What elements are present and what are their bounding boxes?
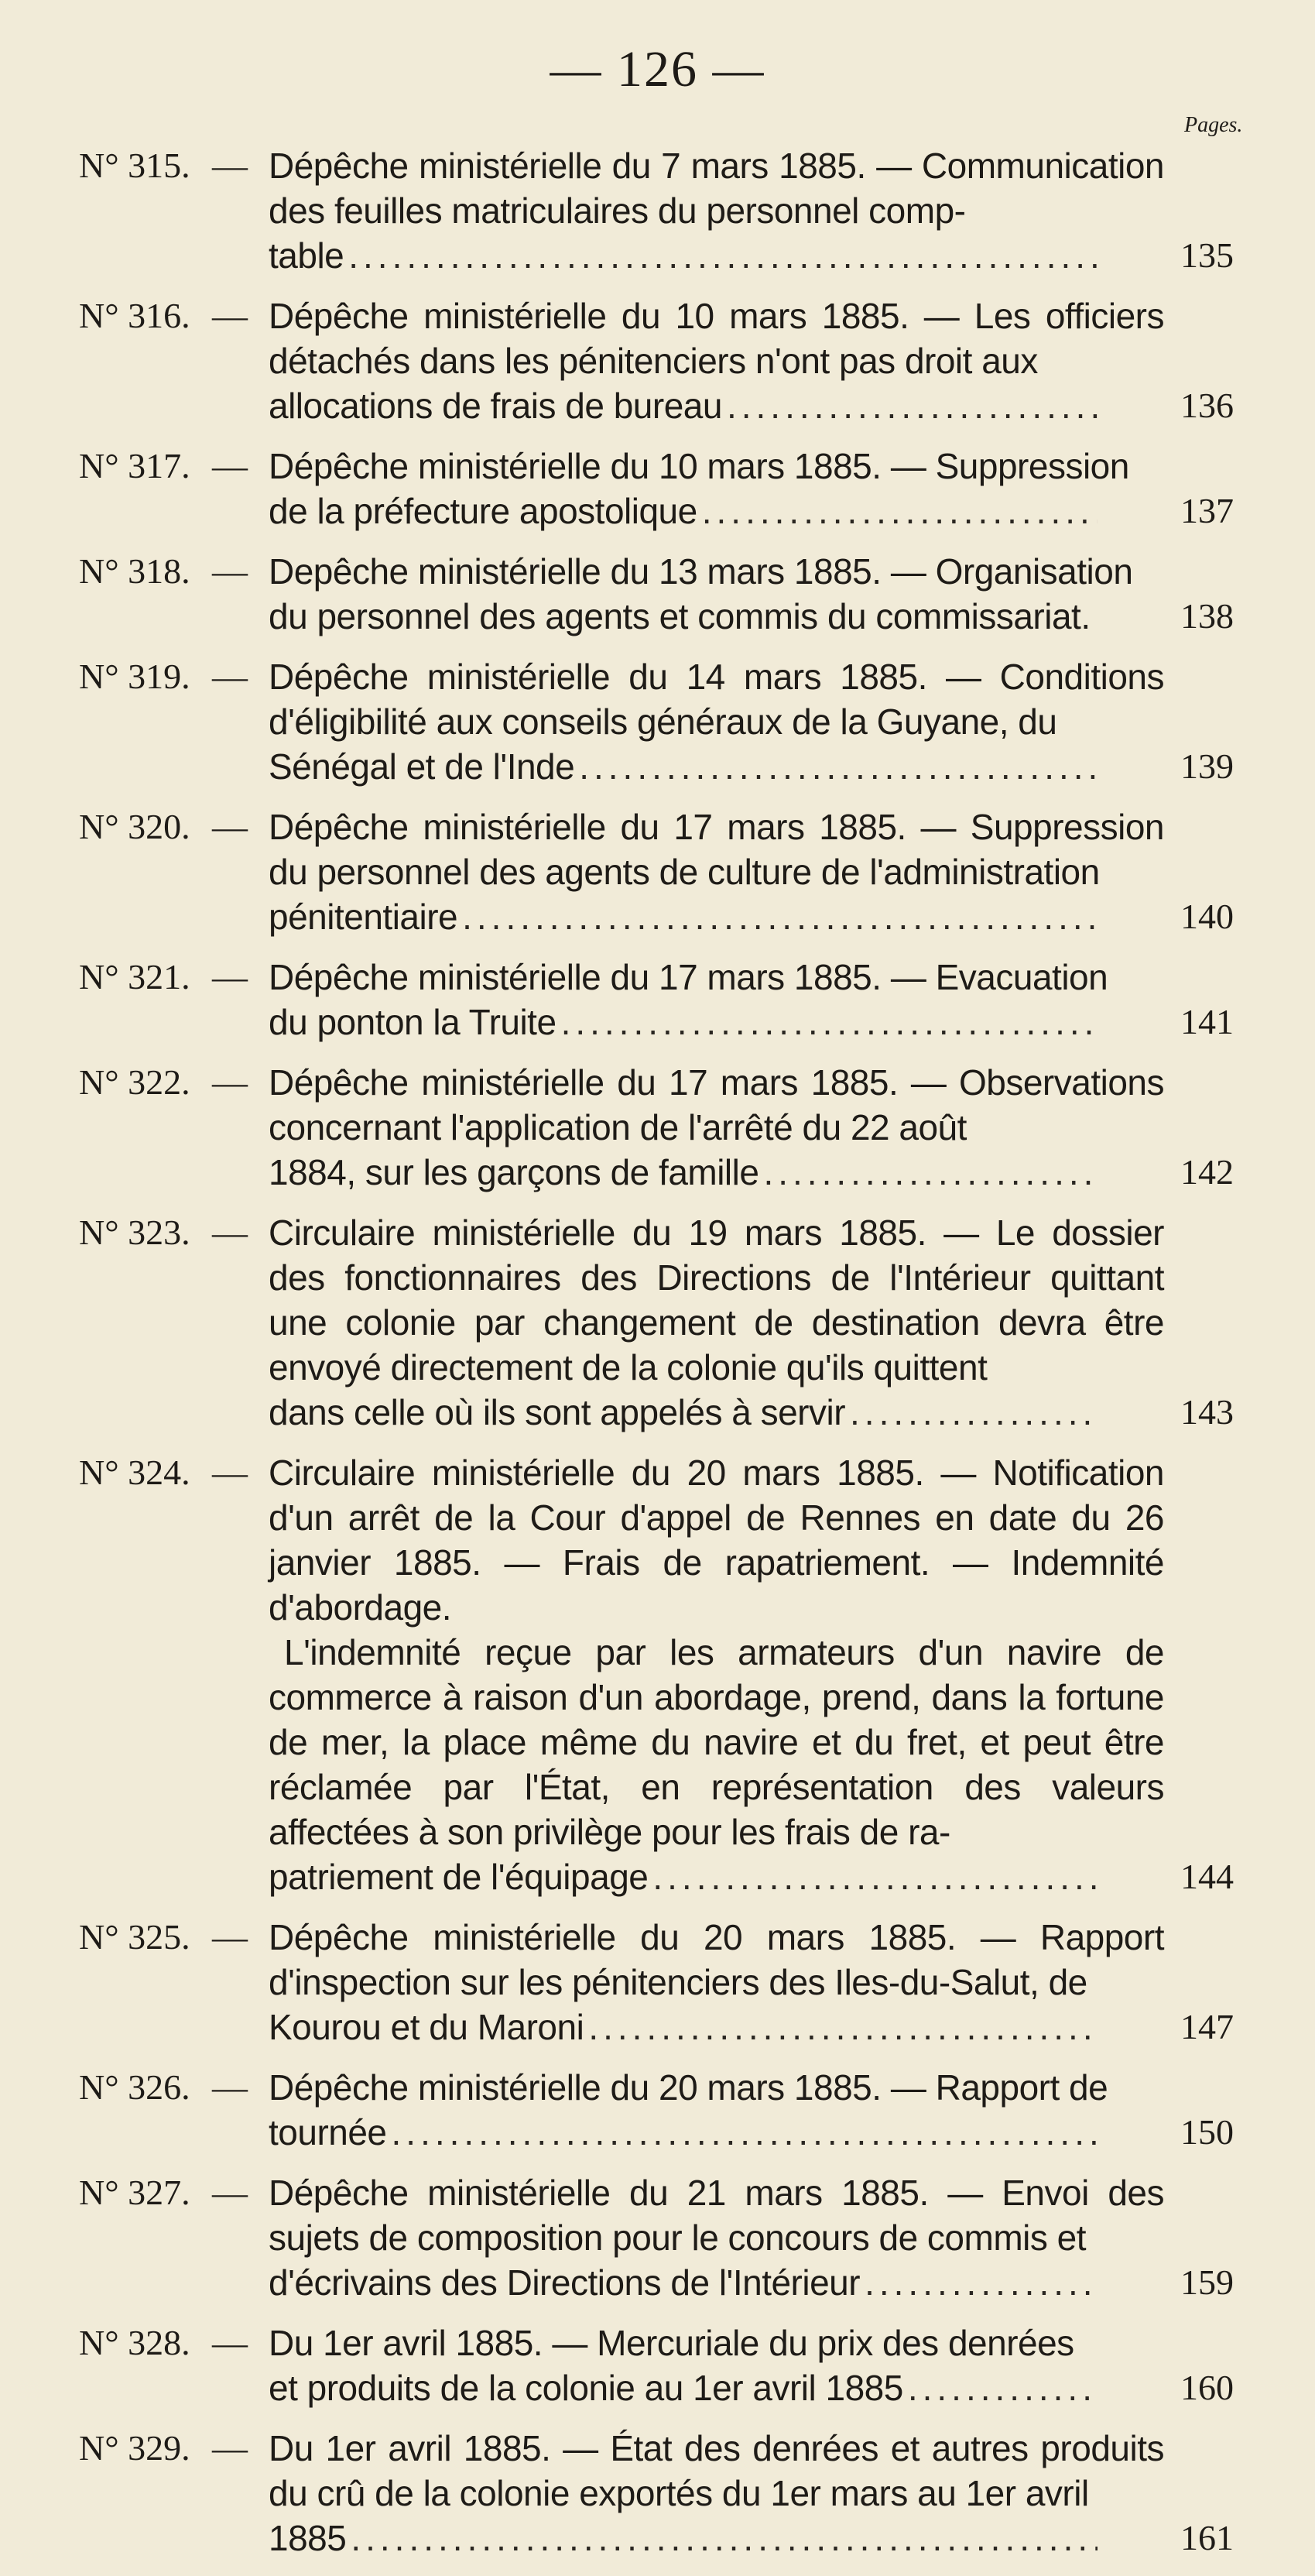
entry-page-number: 138 xyxy=(1180,596,1234,636)
entry-summary: L'indemnité reçue par les armateurs d'un navire de commerce à raison d'un abordage, prend, dans la fortune de mer, la place même du navire et du fret, et peut être réclamée par l'État, en représentation des valeurs affectées à son privilège pour les frais de ra- xyxy=(269,1632,1164,1852)
entry-page-number: 147 xyxy=(1180,2007,1234,2046)
entry-number: N° 317. xyxy=(79,446,190,485)
entry-last-line xyxy=(269,1390,1164,1435)
dot-leader xyxy=(1095,594,1098,639)
toc-entry xyxy=(79,293,1234,428)
page-number: — 126 — xyxy=(550,41,765,98)
entry-text: Dépêche ministérielle du 20 mars 1885. — Rapport d'inspection sur les pénitenciers des Iles-du-Salut, de xyxy=(269,1917,1164,2002)
entry-page-number: 135 xyxy=(1180,235,1234,275)
dot-leader xyxy=(579,744,1098,789)
entry-text: Dépêche ministérielle du 10 mars 1885. — Les officiers détachés dans les pénitenciers n'ont pas droit aux xyxy=(269,296,1164,381)
table-of-contents xyxy=(79,143,1234,2576)
entry-last-line xyxy=(269,489,1164,533)
toc-entry xyxy=(79,444,1234,533)
entry-last-line xyxy=(269,2260,1164,2305)
entry-page-number: 159 xyxy=(1180,2262,1234,2302)
toc-entry xyxy=(79,2065,1234,2155)
entry-page-number: 137 xyxy=(1180,491,1234,530)
dot-leader xyxy=(462,894,1098,939)
entry-last-text: tournée xyxy=(269,2112,387,2152)
toc-entry xyxy=(79,2426,1234,2561)
entry-dash: — xyxy=(212,2323,248,2362)
dot-leader xyxy=(865,2260,1098,2305)
entry-page-number: 136 xyxy=(1180,386,1234,425)
entry-dash: — xyxy=(212,1917,248,1957)
entry-page-number: 150 xyxy=(1180,2112,1234,2152)
entry-dash: — xyxy=(212,657,248,696)
toc-entry xyxy=(79,1060,1234,1195)
entry-dash: — xyxy=(212,1453,248,1492)
toc-entry xyxy=(79,549,1234,639)
toc-entry xyxy=(79,654,1234,789)
entry-dash: — xyxy=(212,1062,248,1102)
entry-page-number: 139 xyxy=(1180,746,1234,786)
entry-dash: — xyxy=(212,551,248,591)
entry-number: N° 319. xyxy=(79,657,190,696)
entry-last-line xyxy=(269,233,1164,278)
entry-text: Dépêche ministérielle du 21 mars 1885. — Envoi des sujets de composition pour le concours de commis et xyxy=(269,2173,1164,2258)
entry-last-text: 1884, sur les garçons de famille xyxy=(269,1152,759,1192)
entry-number: N° 315. xyxy=(79,146,190,185)
entry-last-text: table xyxy=(269,235,344,276)
entry-last-text: patriement de l'équipage xyxy=(269,1857,649,1897)
dot-leader xyxy=(392,2110,1098,2155)
dot-leader xyxy=(561,1000,1098,1044)
entry-dash: — xyxy=(212,2067,248,2107)
entry-text: Du 1er avril 1885. — Mercuriale du prix des denrées xyxy=(269,2323,1074,2363)
entry-text: Dépêche ministérielle du 17 mars 1885. — Observations concernant l'application de l'arrêté du 22 août xyxy=(269,1062,1164,1147)
entry-last-line xyxy=(269,2110,1164,2155)
entry-last-text: de la préfecture apostolique xyxy=(269,491,697,531)
entry-last-text: pénitentiaire xyxy=(269,897,458,937)
dot-leader xyxy=(908,2365,1098,2410)
entry-page-number: 143 xyxy=(1180,1392,1234,1432)
entry-last-line xyxy=(269,744,1164,789)
toc-entry xyxy=(79,143,1234,278)
entry-text: Circulaire ministérielle du 20 mars 1885. — Notification d'un arrêt de la Cour d'appel de Rennes en date du 26 janvier 1885. — Frais de rapatriement. — Indemnité d'abordage. xyxy=(269,1453,1164,1628)
entry-number: N° 327. xyxy=(79,2173,190,2212)
entry-dash: — xyxy=(212,146,248,185)
entry-last-line xyxy=(269,2365,1164,2410)
dot-leader xyxy=(588,2005,1098,2049)
entry-dash: — xyxy=(212,2173,248,2212)
entry-number: N° 328. xyxy=(79,2323,190,2362)
toc-entry xyxy=(79,804,1234,939)
entry-dash: — xyxy=(212,2428,248,2468)
entry-text: Dépêche ministérielle du 17 mars 1885. — Evacuation xyxy=(269,957,1108,997)
entry-number: N° 325. xyxy=(79,1917,190,1957)
entry-last-line xyxy=(269,2516,1164,2561)
entry-page-number: 141 xyxy=(1180,1002,1234,1041)
entry-text: Dépêche ministérielle du 14 mars 1885. — Conditions d'éligibilité aux conseils généraux de la Guyane, du xyxy=(269,657,1164,742)
dot-leader xyxy=(702,489,1098,533)
entry-dash: — xyxy=(212,807,248,846)
toc-entry xyxy=(79,2170,1234,2305)
entry-number: N° 320. xyxy=(79,807,190,846)
dot-leader xyxy=(850,1390,1098,1435)
entry-last-line xyxy=(269,2005,1164,2049)
entry-number: N° 329. xyxy=(79,2428,190,2468)
entry-text: Du 1er avril 1885. — État des denrées et autres produits du crû de la colonie exportés du 1er mars au 1er avril xyxy=(269,2428,1164,2513)
entry-last-text: et produits de la colonie au 1er avril 1885 xyxy=(269,2368,903,2408)
entry-page-number: 160 xyxy=(1180,2368,1234,2407)
entry-last-text: Sénégal et de l'Inde xyxy=(269,746,575,787)
entry-last-text: du personnel des agents et commis du commissariat. xyxy=(269,596,1091,636)
dot-leader xyxy=(727,383,1098,428)
toc-entry xyxy=(79,2320,1234,2410)
entry-text: Depêche ministérielle du 13 mars 1885. — Organisation xyxy=(269,551,1133,592)
entry-last-line xyxy=(269,1854,1164,1899)
entry-number: N° 322. xyxy=(79,1062,190,1102)
entry-number: N° 323. xyxy=(79,1213,190,1252)
dot-leader xyxy=(351,2516,1098,2561)
toc-entry xyxy=(79,1450,1234,1899)
entry-dash: — xyxy=(212,446,248,485)
entry-last-text: allocations de frais de bureau xyxy=(269,386,722,426)
entry-page-number: 161 xyxy=(1180,2518,1234,2557)
entry-last-text: dans celle où ils sont appelés à servir xyxy=(269,1392,846,1432)
dot-leader xyxy=(348,233,1098,278)
entry-number: N° 318. xyxy=(79,551,190,591)
entry-text: Dépêche ministérielle du 7 mars 1885. — Communication des feuilles matriculaires du personnel comp- xyxy=(269,146,1164,231)
entry-last-text: 1885 xyxy=(269,2518,347,2558)
toc-entry xyxy=(79,955,1234,1044)
entry-text: Dépêche ministérielle du 17 mars 1885. — Suppression du personnel des agents de culture de l'administration xyxy=(269,807,1164,892)
dot-leader xyxy=(763,1150,1098,1195)
toc-entry xyxy=(79,1915,1234,2049)
entry-page-number: 140 xyxy=(1180,897,1234,936)
entry-last-line xyxy=(269,383,1164,428)
dot-leader xyxy=(652,1854,1098,1899)
entry-last-line xyxy=(269,894,1164,939)
entry-text: Dépêche ministérielle du 20 mars 1885. — Rapport de xyxy=(269,2067,1108,2108)
entry-last-line xyxy=(269,1000,1164,1044)
entry-number: N° 321. xyxy=(79,957,190,996)
entry-last-text: d'écrivains des Directions de l'Intérieur xyxy=(269,2262,861,2303)
entry-number: N° 324. xyxy=(79,1453,190,1492)
entry-dash: — xyxy=(212,957,248,996)
entry-last-line xyxy=(269,594,1164,639)
entry-last-text: du ponton la Truite xyxy=(269,1002,556,1042)
pages-column-label: Pages. xyxy=(1184,113,1243,137)
entry-page-number: 142 xyxy=(1180,1152,1234,1192)
entry-dash: — xyxy=(212,1213,248,1252)
entry-text: Circulaire ministérielle du 19 mars 1885. — Le dossier des fonctionnaires des Directions de l'Intérieur quittant une colonie par changement de destination devra être envoyé directement de la colonie qu'ils quittent xyxy=(269,1213,1164,1387)
toc-entry xyxy=(79,1210,1234,1435)
entry-last-line xyxy=(269,1150,1164,1195)
entry-page-number: 144 xyxy=(1180,1857,1234,1896)
entry-text: Dépêche ministérielle du 10 mars 1885. — Suppression xyxy=(269,446,1129,486)
entry-last-text: Kourou et du Maroni xyxy=(269,2007,584,2047)
entry-number: N° 316. xyxy=(79,296,190,335)
entry-dash: — xyxy=(212,296,248,335)
entry-number: N° 326. xyxy=(79,2067,190,2107)
